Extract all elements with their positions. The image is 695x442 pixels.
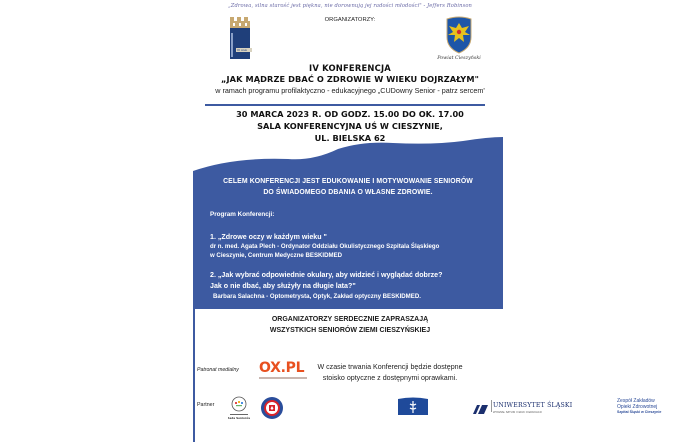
organizers-label: ORGANIZATORZY: (324, 17, 376, 23)
conference-title: „JAK MĄDRZE DBAĆ O ZDROWIE W WIEKU DOJRZAŁYM" (221, 74, 479, 84)
partner-label: Partner (197, 402, 215, 408)
svg-text:III wiek: III wiek (237, 49, 248, 53)
hospital-name-line-1: Zespół Zakładów (617, 398, 655, 404)
conference-subtitle: w ramach programu profilaktyczno - edukacyjnego „CUDowny Senior - patrz sercem' (215, 86, 485, 95)
rada-seniorow-logo (228, 395, 250, 421)
hospital-logo (396, 397, 430, 417)
program-item-2-title-cont: Jak o nie dbać, aby służyły na długie lata?" (210, 282, 356, 290)
conference-number: IV KONFERENCJA (309, 63, 391, 73)
hospital-name-line-2: Opieki Zdrowotnej (617, 404, 658, 410)
mission-line-2: DO ŚWIADOMEGO DBANIA O WŁASNE ZDROWIE. (263, 189, 433, 196)
university-silesia-mark (473, 400, 489, 412)
program-item-1-speaker-affiliation: w Cieszynie, Centrum Medyczne BESKIDMED (210, 252, 343, 259)
ox-pl-logo: OX.PL (259, 360, 305, 376)
media-patron-label: Patronat medialny (197, 367, 239, 373)
university-faculty: WYDZIAŁ SZTUKI I NAUK O EDUKACJI (493, 411, 542, 414)
program-item-1-title: 1. „Zdrowe oczy w każdym wieku " (210, 233, 327, 241)
svg-text:Rada Seniorów: Rada Seniorów (228, 416, 250, 420)
hospital-name-line-3: Szpital Śląski w Cieszynie (617, 410, 662, 414)
program-item-2-speaker: Barbara Salachna - Optometrysta, Optyk, Zakład optyczny BESKIDMED. (213, 293, 421, 300)
university-name: UNIWERSYTET ŚLĄSKI (493, 402, 573, 409)
optical-stand-line-1: W czasie trwania Konferencji będzie dostępne (317, 363, 463, 371)
university-divider (491, 400, 492, 412)
program-item-2-title: 2. „Jak wybrać odpowiednie okulary, aby widzieć i wyglądać dobrze? (210, 271, 443, 279)
event-venue: SALA KONFERENCYJNA UŚ W CIESZYNIE, (257, 121, 443, 131)
government-emblem-logo (260, 396, 284, 420)
event-address: UL. BIELSKA 62 (314, 133, 386, 143)
optical-stand-line-2: stoisko optyczne z dostępnymi oprawkami. (322, 374, 458, 382)
program-heading: Program Konferencji: (210, 211, 275, 218)
mission-line-1: CELEM KONFERENCJI JEST EDUKOWANIE I MOTYWOWANIE SENIORÓW (223, 178, 473, 185)
ox-pl-tagline (259, 377, 307, 379)
event-date: 30 MARCA 2023 R. OD GODZ. 15.00 DO OK. 17.00 (236, 109, 464, 119)
invitation-line-2: WSZYSTKICH SENIORÓW ZIEMI CIESZYŃSKIEJ (269, 327, 431, 334)
powiat-caption: Powiat Cieszyński (437, 56, 481, 61)
invitation-line-1: ORGANIZATORZY SERDECZNIE ZAPRASZAJĄ (271, 316, 429, 323)
conference-poster (180, 0, 662, 442)
header-quote: „Zdrowa, silna starość jest piękna, nie dorownują jej radości młodości" - Jeffers Robinson (228, 3, 472, 9)
divider-rule (205, 104, 485, 106)
program-item-1-speaker: dr n. med. Agata Plech - Ordynator Oddziału Okulistycznego Szpitala Śląskiego (210, 243, 440, 250)
